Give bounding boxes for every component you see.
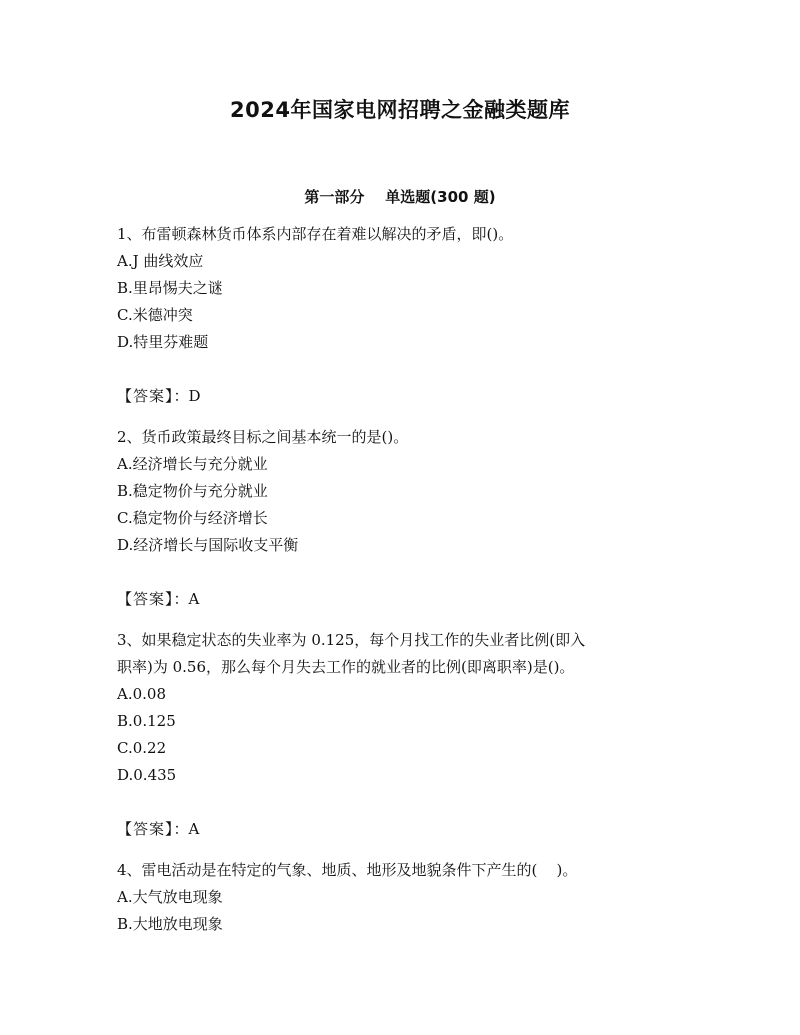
document-title: 2024年国家电网招聘之金融类题库: [230, 98, 570, 122]
option-c: C.米德冲突: [117, 306, 193, 324]
answer-line: [117, 586, 687, 613]
section-title: 第一部分 单选题(300 题): [304, 188, 496, 206]
question-stem: 1、布雷顿森林货币体系内部存在着难以解决的矛盾，即()。: [117, 225, 514, 243]
question-list: [117, 221, 687, 938]
option-c: C.0.22: [117, 739, 167, 757]
answer-label: 【答案】: [117, 590, 174, 608]
option-a: A.0.08: [117, 685, 166, 703]
option-b: B.里昂惕夫之谜: [117, 279, 223, 297]
answer-value: ：A: [173, 820, 200, 838]
answer-line: [117, 383, 687, 410]
option-d: D.特里芬难题: [117, 333, 209, 351]
question-stem-line-1: 3、如果稳定状态的失业率为 0.125，每个月找工作的失业者比例(即入: [117, 631, 586, 649]
question-3: [117, 627, 687, 843]
answer-value: ：D: [173, 387, 201, 405]
question-stem-line-2: 职率)为 0.56，那么每个月失去工作的就业者的比例(即离职率)是()。: [117, 658, 575, 676]
answer-label: 【答案】: [117, 820, 174, 838]
question-1: [117, 221, 687, 410]
option-a: A.J 曲线效应: [117, 252, 204, 270]
question-2: [117, 424, 687, 613]
question-stem: 4、雷电活动是在特定的气象、地质、地形及地貌条件下产生的( )。: [117, 861, 578, 879]
option-b: B.大地放电现象: [117, 915, 223, 933]
question-stem: 2、货币政策最终目标之间基本统一的是()。: [117, 428, 409, 446]
question-4: [117, 857, 687, 938]
option-d: D.0.435: [117, 766, 177, 784]
option-a: A.经济增长与充分就业: [117, 455, 268, 473]
option-b: B.稳定物价与充分就业: [117, 482, 268, 500]
option-a: A.大气放电现象: [117, 888, 223, 906]
option-d: D.经济增长与国际收支平衡: [117, 536, 299, 554]
answer-label: 【答案】: [117, 387, 174, 405]
answer-line: [117, 816, 687, 843]
option-c: C.稳定物价与经济增长: [117, 509, 268, 527]
option-b: B.0.125: [117, 712, 176, 730]
answer-value: ：A: [173, 590, 200, 608]
